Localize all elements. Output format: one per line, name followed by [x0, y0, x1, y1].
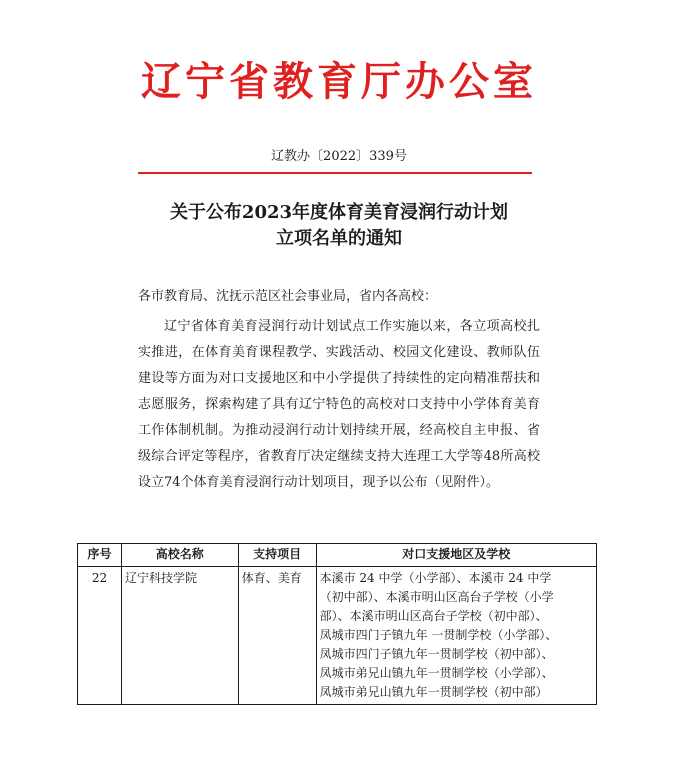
header-number: 序号	[78, 544, 122, 567]
project-list-table	[77, 543, 597, 705]
row-number: 22	[78, 567, 122, 705]
row-projects: 体育、美育	[238, 567, 316, 705]
title-line-1: 关于公布2023年度体育美育浸润行动计划	[169, 202, 509, 223]
destination-line: （初中部）、本溪市明山区高台子学校（小学	[319, 590, 554, 604]
destination-line: 本溪市 24 中学（小学部）、本溪市 24 中学	[319, 571, 552, 585]
header-school: 高校名称	[121, 544, 238, 567]
destination-line: 部）、本溪市明山区高台子学校（初中部）、	[319, 609, 548, 623]
document-title	[0, 200, 678, 252]
body-paragraph: 辽宁省体育美育浸润行动计划试点工作实施以来，各立项高校扎实推进，在体育美育课程教学、实践活动、校园文化建设、教师队伍建设等方面为对口支援地区和中小学提供了持续性的定向精准帮扶和志愿服务，探索构建了具有辽宁特色的高校对口支持中小学体育美育工作体制机制。为推动浸润行动计划持续开展，经高校自主申报、省级综合评定等程序，省教育厅决定继续支持大连理工大学等48所高校设立74个体育美育浸润行动计划项目，现予以公布（见附件）。	[138, 319, 540, 490]
destination-line: 凤城市四门子镇九年 一贯制学校（小学部）、	[319, 628, 558, 642]
issuing-office-header: 辽宁省教育厅办公室	[141, 58, 537, 105]
title-line-2: 立项名单的通知	[276, 228, 402, 249]
table-row	[78, 567, 597, 705]
destination-line: 凤城市四门子镇九年一贯制学校（初中部）、	[319, 647, 554, 661]
salutation: 各市教育局、沈抚示范区社会事业局，省内各高校：	[138, 289, 438, 304]
body-text	[138, 314, 540, 496]
header-projects: 支持项目	[238, 544, 316, 567]
destination-line: 凤城市弟兄山镇九年一贯制学校（初中部）	[319, 685, 548, 699]
header-destinations: 对口支援地区及学校	[316, 544, 596, 567]
table-header-row	[78, 544, 597, 567]
row-school: 辽宁科技学院	[121, 567, 238, 705]
row-destinations	[316, 567, 596, 705]
destination-line: 凤城市弟兄山镇九年一贯制学校（小学部）、	[319, 666, 554, 680]
document-number: 辽教办〔2022〕339号	[271, 149, 407, 164]
red-divider	[138, 172, 532, 174]
